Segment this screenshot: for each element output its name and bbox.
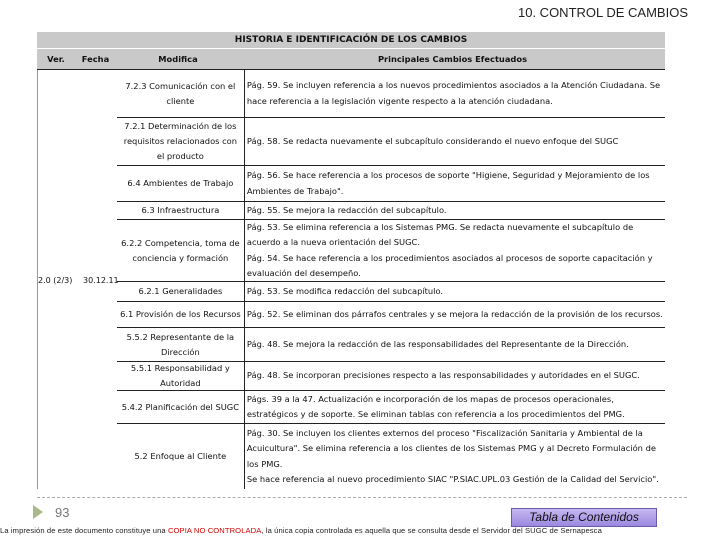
notice-uncontrolled: COPIA NO CONTROLADA bbox=[167, 526, 262, 535]
table-row bbox=[117, 118, 665, 166]
footer-notice bbox=[0, 526, 720, 535]
cambios-cell bbox=[245, 70, 665, 117]
arrow-icon bbox=[33, 505, 43, 519]
modifica-cell: 5.2 Enfoque al Cliente bbox=[117, 424, 245, 489]
cambios-cell bbox=[245, 424, 665, 489]
table-row bbox=[117, 282, 665, 302]
header-ver: Ver. bbox=[47, 54, 65, 64]
change-text: Pág. 53. Se modifica redacción del subcapítulo. bbox=[246, 285, 444, 296]
header-modifica: Modifica bbox=[158, 54, 198, 64]
table-row bbox=[117, 202, 665, 220]
modifica-cell: 5.5.1 Responsabilidad y Autoridad bbox=[117, 362, 245, 390]
modifica-cell: 6.3 Infraestructura bbox=[117, 202, 245, 219]
cambios-cell bbox=[245, 166, 665, 201]
modifica-cell: 6.2.2 Competencia, toma de conciencia y formación bbox=[117, 220, 245, 281]
change-history-table bbox=[37, 32, 665, 489]
table-row bbox=[117, 424, 665, 489]
cambios-cell bbox=[245, 220, 665, 281]
change-text: Pág. 59. Se incluyen referencia a los nuevos procedimientos asociados a la Atención Ciudadana. Se hace referencia a la legislación vigente respecto a la atención ciudadana. bbox=[246, 80, 661, 106]
table-row bbox=[117, 362, 665, 391]
table-row bbox=[117, 166, 665, 202]
cambios-cell bbox=[245, 362, 665, 390]
version: 2.0 (2/3) bbox=[38, 276, 73, 285]
change-text: Pág. 55. Se mejora la redacción del subcapítulo. bbox=[246, 204, 447, 215]
change-text: Pág. 48. Se incorporan precisiones respecto a las responsabilidades y autoridades en el SUGC. bbox=[246, 370, 640, 381]
notice-text-end: , la única copia controlada es aquella que se consulta desde el Servidor del SUGC de Sernapesca bbox=[261, 526, 602, 535]
cambios-cell bbox=[245, 282, 665, 301]
page-number: 93 bbox=[55, 505, 70, 520]
version-date-cell bbox=[38, 70, 117, 489]
change-text: Pág. 53. Se elimina referencia a los Sistemas PMG. Se redacta nuevamente el subcapítulo de acuerdo a la nueva orientación del SUGC. bbox=[246, 221, 634, 247]
notice-text: La impresión de este documento constituye una bbox=[0, 526, 168, 535]
change-text: Se hace referencia al nuevo procedimiento SIAC "P.SIAC.UPL.03 Gestión de la Calidad del Servicio". bbox=[246, 474, 659, 484]
modifica-cell: 5.4.2 Planificación del SUGC bbox=[117, 391, 245, 423]
modifica-cell: 7.2.1 Determinación de los requisitos relacionados con el producto bbox=[117, 118, 245, 165]
date: 30.12.11 bbox=[83, 276, 119, 285]
table-row bbox=[117, 328, 665, 362]
change-text: Págs. 39 a la 47. Actualización e incorporación de los mapas de procesos operacionales, estratégicos y de soporte. Se eliminan tablas con referencia a los procedimientos del PMG. bbox=[246, 393, 625, 419]
cambios-cell bbox=[245, 302, 665, 327]
cambios-cell bbox=[245, 391, 665, 423]
table-row bbox=[117, 391, 665, 424]
change-text: Pág. 56. Se hace referencia a los procesos de soporte "Higiene, Seguridad y Mejoramiento de los Ambientes de Trabajo". bbox=[246, 170, 650, 196]
change-text: Pág. 58. Se redacta nuevamente el subcapítulo considerando el nuevo enfoque del SUGC bbox=[246, 135, 619, 146]
cambios-cell bbox=[245, 118, 665, 165]
table-title: HISTORIA E IDENTIFICACIÓN DE LOS CAMBIOS bbox=[37, 32, 665, 49]
divider bbox=[37, 497, 687, 498]
modifica-cell: 6.2.1 Generalidades bbox=[117, 282, 245, 301]
table-rows bbox=[117, 70, 665, 489]
change-text: Pág. 48. Se mejora la redacción de las responsabilidades del Representante de la Dirección. bbox=[246, 338, 629, 349]
table-row bbox=[117, 302, 665, 328]
modifica-cell: 5.5.2 Representante de la Dirección bbox=[117, 328, 245, 361]
table-row bbox=[117, 220, 665, 282]
cambios-cell bbox=[245, 202, 665, 219]
page-title: 10. CONTROL DE CAMBIOS bbox=[518, 5, 688, 20]
table-of-contents-button[interactable]: Tabla de Contenidos bbox=[511, 508, 657, 527]
header-fecha: Fecha bbox=[81, 54, 110, 64]
modifica-cell: 7.2.3 Comunicación con el cliente bbox=[117, 70, 245, 117]
modifica-cell: 6.4 Ambientes de Trabajo bbox=[117, 166, 245, 201]
header-cambios: Principales Cambios Efectuados bbox=[377, 54, 528, 64]
modifica-cell: 6.1 Provisión de los Recursos bbox=[117, 302, 245, 327]
cambios-cell bbox=[245, 328, 665, 361]
table-row bbox=[117, 70, 665, 118]
column-headers bbox=[37, 49, 665, 70]
change-text: Pág. 52. Se eliminan dos párrafos centrales y se mejora la redacción de la provisión de los recursos. bbox=[246, 308, 663, 319]
change-text: Pág. 30. Se incluyen los clientes externos del proceso "Fiscalización Sanitaria y Ambiental de la Acuicultura". Se elimina referencia a los clientes de los Sistemas PMG y al Decreto Formulación de los PMG. bbox=[246, 427, 656, 469]
change-text: Pág. 54. Se hace referencia a los procedimientos asociados al procesos de soporte capacitación y evaluación del desempeño. bbox=[246, 252, 653, 278]
